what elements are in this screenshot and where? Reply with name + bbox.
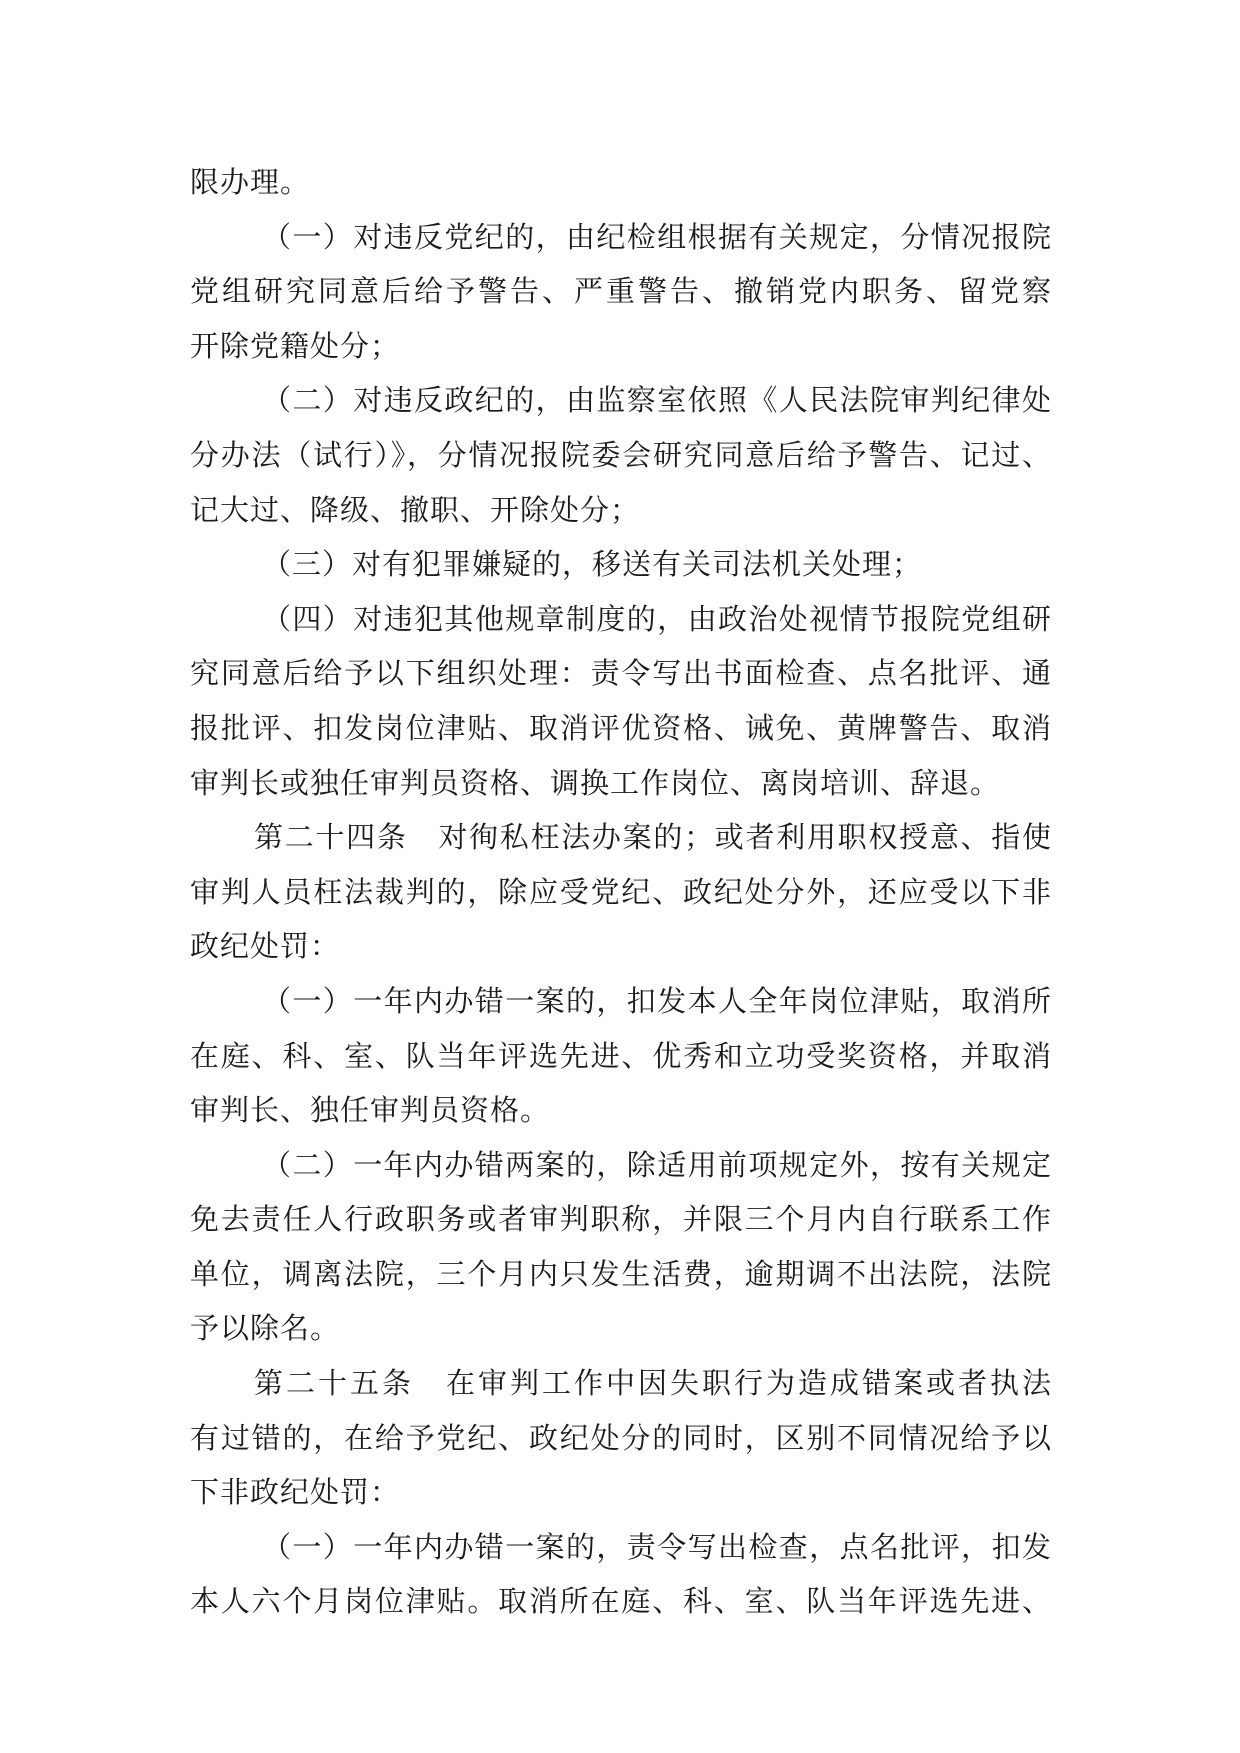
text-line: 究同意后给予以下组织处理：责令写出书面检查、点名批评、通: [190, 656, 1052, 691]
text-line: 开除党籍处分；: [190, 328, 401, 363]
text-line: 单位，调离法院，三个月内只发生活费，逾期调不出法院，法院: [190, 1256, 1052, 1291]
text-line: 限办理。: [190, 165, 311, 199]
text-line: 审判人员枉法裁判的，除应受党纪、政纪处分外，还应受以下非: [190, 874, 1052, 909]
text-line: （二）对违反政纪的，由监察室依照《人民法院审判纪律处: [262, 383, 1052, 418]
text-line: 政纪处罚：: [190, 929, 341, 964]
text-line: 报批评、扣发岗位津贴、取消评优资格、诫免、黄牌警告、取消: [190, 710, 1052, 745]
text-line: 予以除名。: [190, 1311, 341, 1346]
text-line: 下非政纪处罚：: [190, 1475, 401, 1510]
text-line: （二）一年内办错两案的，除适用前项规定外，按有关规定: [262, 1147, 1052, 1182]
text-line: 审判长、独任审判员资格。: [190, 1093, 551, 1128]
text-line: 记大过、降级、撤职、开除处分；: [190, 492, 641, 527]
text-line: 本人六个月岗位津贴。取消所在庭、科、室、队当年评选先进、: [190, 1584, 1052, 1619]
text-line: 免去责任人行政职务或者审判职称，并限三个月内自行联系工作: [190, 1202, 1052, 1237]
text-line: （一）一年内办错一案的，扣发本人全年岗位津贴，取消所: [262, 983, 1052, 1018]
text-line: 第二十五条 在审判工作中因失职行为造成错案或者执法: [254, 1366, 1052, 1401]
text-line: 第二十四条 对徇私枉法办案的；或者利用职权授意、指使: [254, 820, 1052, 855]
text-line: （三）对有犯罪嫌疑的，移送有关司法机关处理；: [262, 547, 923, 582]
text-line: 分办法（试行）》，分情况报院委会研究同意后给予警告、记过、: [190, 437, 1052, 472]
text-line: 审判长或独任审判员资格、调换工作岗位、离岗培训、辞退。: [190, 765, 1001, 800]
text-line: 在庭、科、室、队当年评选先进、优秀和立功受奖资格，并取消: [190, 1038, 1052, 1073]
text-line: （四）对违犯其他规章制度的，由政治处视情节报院党组研: [262, 601, 1052, 636]
text-line: 有过错的，在给予党纪、政纪处分的同时，区别不同情况给予以: [190, 1420, 1052, 1455]
text-line: （一）对违反党纪的，由纪检组根据有关规定，分情况报院: [262, 219, 1052, 254]
document-body: [190, 155, 1052, 1629]
text-line: （一）一年内办错一案的，责令写出检查，点名批评，扣发: [262, 1529, 1052, 1564]
text-line: 党组研究同意后给予警告、严重警告、撤销党内职务、留党察: [190, 274, 1052, 309]
